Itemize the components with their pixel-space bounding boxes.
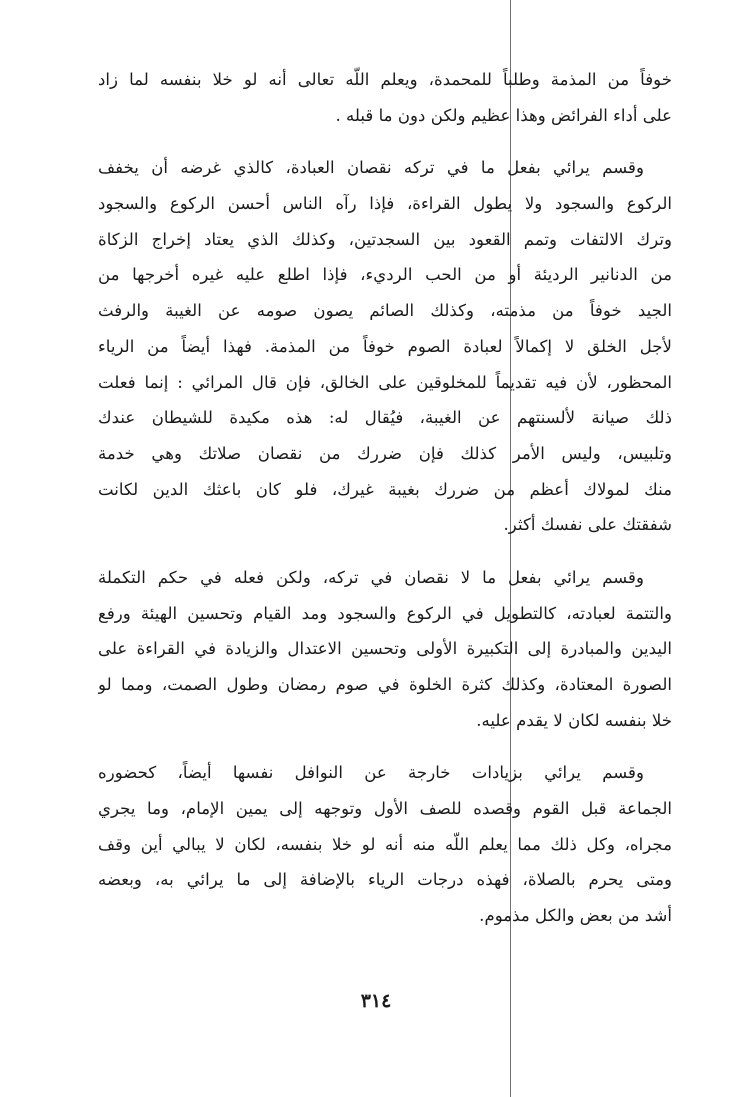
text-line: من الدنانير الرديئة أو من الحب الرديء، فإذا اطلع عليه غيره أخرجها من (98, 265, 672, 285)
text-line: وتلبيس، وليس الأمر كذلك فإن ضررك من نقصان صلاتك وهي خدمة (98, 443, 672, 463)
paragraph-3 (98, 560, 672, 738)
text-line: منك لمولاك أعظم من ضررك بغيبة غيرك، فلو كان باعثك الدين لكانت (98, 479, 672, 499)
text-line: خوفاً من المذمة وطلباً للمحمدة، ويعلم اللّه تعالى أنه لو خلا بنفسه لما زاد (98, 70, 672, 89)
text-line: ذلك صيانة لألسنتهم عن الغيبة، فيُقال له: هذه مكيدة للشيطان عندك (98, 408, 672, 428)
text-line: ومتى يحرم بالصلاة، فهذه درجات الرياء بالإضافة إلى ما يرائي به، وبعضه (98, 870, 672, 890)
text-line: وقسم يرائي بفعل ما لا نقصان في تركه، ولكن فعله في حكم التكملة (98, 567, 644, 587)
paragraph-4 (98, 755, 672, 933)
text-line: والتتمة لعبادته، كالتطويل في الركوع والسجود ومد القيام وتحسين الهيئة ورفع (98, 603, 672, 623)
text-line: خلا بنفسه لكان لا يقدم عليه. (476, 710, 672, 730)
text-line: أشد من بعض والكل مذموم. (479, 906, 672, 926)
text-line: شفقتك على نفسك أكثر. (503, 515, 672, 535)
text-line: الصورة المعتادة، وكذلك كثرة الخلوة في صوم رمضان وطول الصمت، ومما لو (98, 675, 672, 694)
text-line: مجراه، وكل ذلك مما يعلم اللّه منه أنه لو خلا بنفسه، لكان لا يبالي أين وقف (98, 834, 672, 854)
text-line: الجماعة قبل القوم وقصده للصف الأول وتوجهه إلى يمين الإمام، وما يجري (98, 799, 672, 819)
text-line: وترك الالتفات وتمم القعود بين السجدتين، وكذلك الذي يعتاد إخراج الزكاة (98, 229, 672, 249)
text-line: وقسم يرائي بفعل ما في تركه نقصان العبادة، كالذي غرضه أن يخفف (98, 158, 644, 178)
text-line: على أداء الفرائض وهذا عظيم ولكن دون ما قبله . (335, 105, 672, 125)
paragraph-2 (98, 150, 672, 543)
text-line: اليدين والمبادرة إلى التكبيرة الأولى وتحسين الاعتدال والزيادة في القراءة على (98, 639, 672, 659)
text-line: لأجل الخلق لا إكمالاً لعبادة الصوم خوفاً من المذمة. فهذا أيضاً من الرياء (98, 336, 672, 356)
page-number: ٣١٤ (360, 990, 392, 1012)
paragraph-1 (98, 62, 672, 133)
text-line: وقسم يرائي بزيادات خارجة عن النوافل نفسها أيضاً، كحضوره (98, 763, 644, 783)
text-line: الجيد خوفاً من مذمته، وكذلك الصائم يصون صومه عن الغيبة والرفث (98, 301, 672, 321)
text-line: الركوع والسجود ولا يطول القراءة، فإذا رآه الناس أحسن الركوع والسجود (98, 194, 672, 214)
text-line: المحظور، لأن فيه تقديماً للمخلوقين على الخالق، فإن قال المرائي : إنما فعلت (98, 372, 672, 392)
body-text (98, 62, 672, 951)
